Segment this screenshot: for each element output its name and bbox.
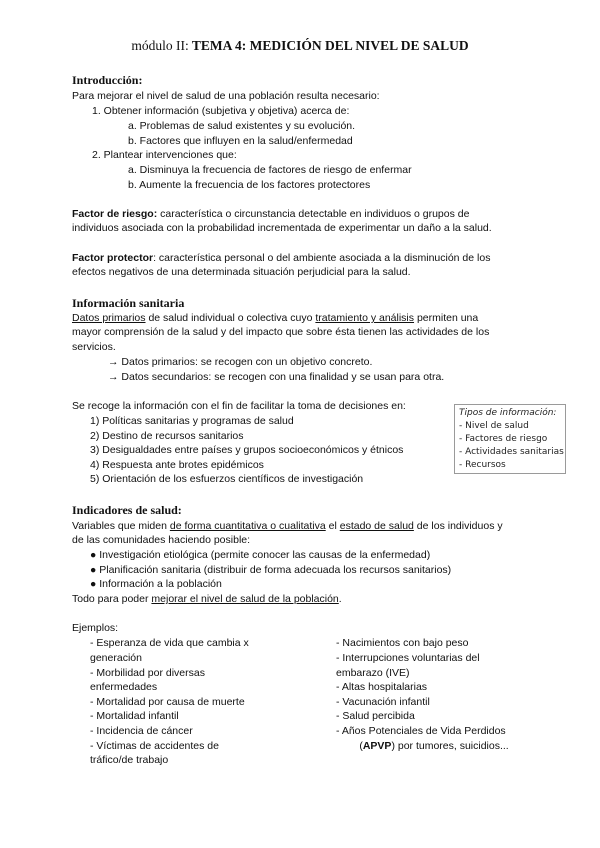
intro-item-1: 1. Obtener información (subjetiva y objetiva) acerca de: xyxy=(92,105,350,117)
protective-factor-def-line1 xyxy=(72,251,490,265)
info-line-1-text-a: de salud individual o colectiva cuyo xyxy=(145,312,316,324)
indicators-line-1 xyxy=(72,519,503,533)
indicators-conclusion-text: Todo para poder xyxy=(72,593,152,605)
indicators-bullet: ● Investigación etiológica (permite conocer las causas de la enfermedad) xyxy=(90,549,431,561)
info-line-1-text-b: permiten una xyxy=(414,312,479,324)
protective-factor-text-1: : característica personal o del ambiente asociada a la disminución de los xyxy=(153,252,491,264)
example-left-item: - Morbilidad por diversas xyxy=(90,667,205,679)
risk-factor-def-line2: individuos asociada con la probabilidad incrementada de experimentar un daño a la salud. xyxy=(72,222,492,234)
title-prefix: módulo II: xyxy=(131,38,189,53)
info-decision-item: 5) Orientación de los esfuerzos científicos de investigación xyxy=(90,473,364,485)
risk-factor-term: Factor de riesgo: xyxy=(72,208,158,220)
indicators-bullet: ● Información a la población xyxy=(90,578,222,590)
info-type-item: - Recursos xyxy=(459,460,506,470)
example-left-item: - Víctimas de accidentes de xyxy=(90,740,219,752)
intro-item-1b: b. Factores que influyen en la salud/enfermedad xyxy=(128,135,353,147)
info-decision-item: 2) Destino de recursos sanitarios xyxy=(90,430,244,442)
indicators-text-a: Variables que miden xyxy=(72,520,170,532)
apvp-abbrev: APVP xyxy=(362,740,392,752)
example-right-item: - Altas hospitalarias xyxy=(336,681,428,693)
info-treatment-analysis: tratamiento y análisis xyxy=(315,312,415,324)
protective-factor-def-line2: efectos negativos de una determinada situación perjudicial para la salud. xyxy=(72,266,411,278)
indicators-quant-qual: de forma cuantitativa o cualitativa xyxy=(169,520,326,532)
risk-factor-text-1: característica o circunstancia detectable en individuos o grupos de xyxy=(157,208,470,220)
risk-factor-def-line1 xyxy=(72,207,469,221)
info-decision-item: 3) Desigualdades entre países y grupos socioeconómicos y étnicos xyxy=(90,444,404,456)
example-right-item: embarazo (IVE) xyxy=(336,667,410,679)
indicators-text-c: de los individuos y xyxy=(413,520,503,532)
info-type-item: - Nivel de salud xyxy=(459,421,529,431)
indicators-conclusion xyxy=(72,592,342,606)
example-left-item: generación xyxy=(90,652,142,664)
intro-item-2a: a. Disminuya la frecuencia de factores de riesgo de enfermar xyxy=(128,164,412,176)
info-line-3: servicios. xyxy=(72,341,116,353)
page-title xyxy=(0,38,600,54)
info-heading: Información sanitaria xyxy=(72,296,185,310)
indicators-heading: Indicadores de salud: xyxy=(72,503,182,517)
example-right-apvp-line xyxy=(336,739,509,753)
example-left-item: - Mortalidad por causa de muerte xyxy=(90,696,245,708)
indicators-bullet: ● Planificación sanitaria (distribuir de forma adecuada los recursos sanitarios) xyxy=(90,564,452,576)
example-left-item: - Esperanza de vida que cambia x xyxy=(90,637,249,649)
title-main: TEMA 4: MEDICIÓN DEL NIVEL DE SALUD xyxy=(191,38,469,53)
example-left-item: - Mortalidad infantil xyxy=(90,710,179,722)
example-right-item: - Interrupciones voluntarias del xyxy=(336,652,480,664)
info-line-1 xyxy=(72,311,478,325)
apvp-close: ) por tumores, suicidios... xyxy=(391,740,509,752)
example-right-item: - Años Potenciales de Vida Perdidos xyxy=(336,725,506,737)
indicators-conclusion-underlined: mejorar el nivel de salud de la población xyxy=(151,593,339,605)
info-decision-item: 4) Respuesta ante brotes epidémicos xyxy=(90,459,264,471)
example-right-item: - Vacunación infantil xyxy=(336,696,430,708)
indicators-conclusion-period: . xyxy=(338,593,342,605)
info-arrow-primary: → Datos primarios: se recogen con un objetivo concreto. xyxy=(108,356,373,368)
intro-heading: Introducción: xyxy=(72,73,143,87)
indicators-health-state: estado de salud xyxy=(339,520,414,532)
info-decision-item: 1) Políticas sanitarias y programas de salud xyxy=(90,415,294,427)
example-left-item: tráfico/de trabajo xyxy=(90,754,169,766)
info-types-note-box xyxy=(454,404,566,474)
info-arrow-secondary: → Datos secundarios: se recogen con una finalidad y se usan para otra. xyxy=(108,371,445,383)
protective-factor-term: Factor protector xyxy=(72,252,154,264)
example-right-item: - Salud percibida xyxy=(336,710,415,722)
info-line-2: mayor comprensión de la salud y del impacto que sobre ésta tienen las actividades de los xyxy=(72,326,490,338)
info-type-item: - Factores de riesgo xyxy=(459,434,548,444)
info-decisions-lead: Se recoge la información con el fin de facilitar la toma de decisiones en: xyxy=(72,400,406,412)
intro-item-2b: b. Aumente la frecuencia de los factores protectores xyxy=(128,179,371,191)
info-type-item: - Actividades sanitarias xyxy=(459,447,564,457)
examples-heading: Ejemplos: xyxy=(72,622,119,634)
example-right-item: - Nacimientos con bajo peso xyxy=(336,637,469,649)
example-left-item: enfermedades xyxy=(90,681,158,693)
info-primary-data: Datos primarios xyxy=(72,312,146,324)
intro-item-1a: a. Problemas de salud existentes y su evolución. xyxy=(128,120,356,132)
example-left-item: - Incidencia de cáncer xyxy=(90,725,193,737)
intro-item-2: 2. Plantear intervenciones que: xyxy=(92,149,237,161)
apvp-open: ( xyxy=(336,740,363,752)
indicators-line-2: de las comunidades haciendo posible: xyxy=(72,534,251,546)
intro-lead: Para mejorar el nivel de salud de una población resulta necesario: xyxy=(72,90,380,102)
indicators-text-b: el xyxy=(325,520,340,532)
info-types-heading: Tipos de información: xyxy=(459,408,557,418)
